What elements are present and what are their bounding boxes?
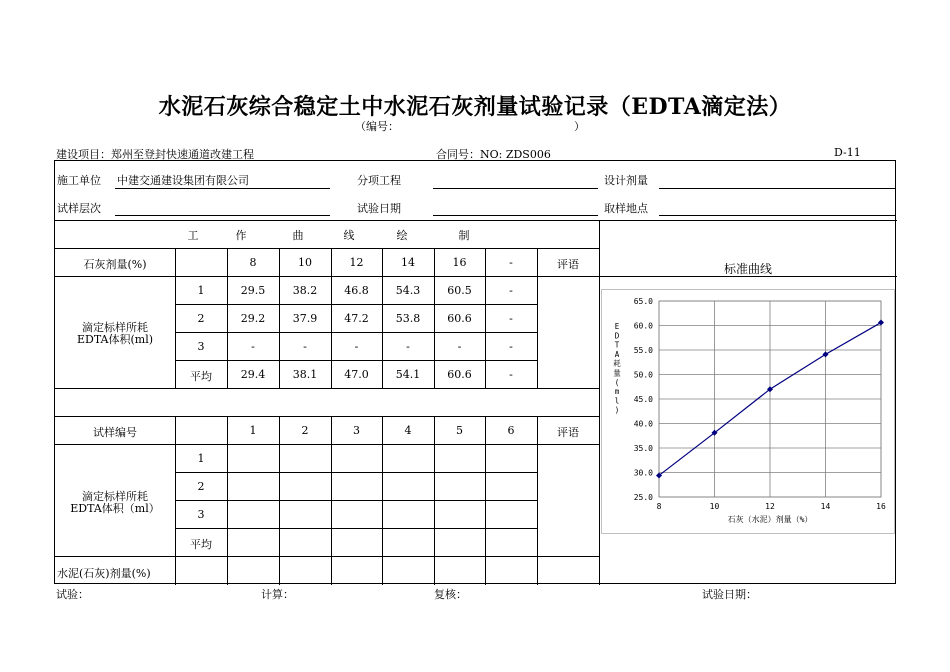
sample-no-header: 5	[456, 424, 463, 437]
grid-line	[55, 444, 599, 445]
sample-no-header: 3	[353, 424, 360, 437]
standard-curve-chart	[601, 289, 895, 534]
table-cell[interactable]: -	[354, 340, 359, 353]
x-tick-label: 14	[820, 502, 831, 511]
calculator-label: 计算：	[261, 588, 294, 601]
table-cell[interactable]: 38.1	[292, 368, 318, 381]
sample-site-label: 取样地点	[604, 202, 648, 215]
grid-line	[279, 416, 280, 585]
reviewer-label: 复核：	[434, 588, 467, 601]
grid-line	[434, 416, 435, 585]
table-cell[interactable]: -	[251, 340, 255, 353]
grid-line	[331, 416, 332, 585]
table-cell[interactable]: 29.2	[240, 312, 266, 325]
sample-no-header: 2	[301, 424, 309, 437]
y-axis-label: E D T A 耗量( m l )	[613, 322, 621, 415]
y-tick-label: 65.0	[633, 297, 653, 306]
row-number: 平均	[190, 538, 212, 551]
cement-lime-dose-label: 水泥(石灰)剂量(%)	[57, 567, 151, 580]
table-cell[interactable]: 47.2	[344, 312, 369, 325]
table-cell[interactable]: 46.8	[344, 284, 369, 297]
grid-line	[175, 528, 537, 529]
section-heading-char: 绘	[396, 229, 408, 242]
project-label: 建设项目：郑州至登封快速通道改建工程	[56, 148, 254, 161]
y-tick-label: 35.0	[633, 444, 653, 453]
dose-header: 12	[349, 256, 364, 269]
serial-no-label: （编号：	[355, 120, 399, 133]
x-tick-label: 8	[656, 502, 662, 511]
sub-project-field[interactable]	[433, 188, 598, 189]
sample-no-header: 1	[249, 424, 257, 437]
x-tick-label: 10	[709, 502, 720, 511]
test-date-field[interactable]	[433, 215, 598, 216]
sub-project-label: 分项工程	[357, 174, 401, 187]
grid-line	[55, 416, 599, 417]
section-heading-char: 曲	[292, 229, 304, 242]
layer-label: 试样层次	[57, 202, 101, 215]
row-number: 平均	[190, 370, 212, 383]
grid-line	[175, 472, 537, 473]
table-cell[interactable]: -	[457, 340, 462, 353]
contract-label: 合同号：NO: ZDS006	[436, 148, 551, 161]
edta-volume-label: EDTA体积(ml)	[76, 333, 154, 346]
grid-line	[55, 248, 599, 249]
table-cell[interactable]: -	[509, 284, 513, 297]
table-cell[interactable]: 54.1	[395, 368, 421, 381]
table-cell[interactable]: 38.2	[292, 284, 318, 297]
unit-value[interactable]: 中建交通建设集团有限公司	[117, 174, 249, 187]
row-number: 2	[197, 312, 205, 325]
lime-dose-label: 石灰剂量(%)	[83, 258, 147, 271]
y-tick-label: 40.0	[633, 419, 653, 429]
row-number: 1	[197, 452, 205, 465]
grid-line	[227, 416, 228, 585]
data-point	[823, 351, 829, 357]
table-cell[interactable]: -	[509, 340, 513, 353]
grid-line	[175, 304, 537, 305]
y-tick-label: 55.0	[633, 346, 653, 355]
row-number: 3	[197, 508, 205, 521]
table-cell[interactable]: 60.6	[447, 368, 472, 381]
grid-line	[382, 416, 383, 585]
y-tick-label: 60.0	[633, 321, 653, 331]
chart-title: 标准曲线	[723, 262, 772, 276]
record-form	[54, 160, 896, 584]
dose-header: 14	[401, 256, 415, 269]
table-cell[interactable]: -	[406, 340, 410, 353]
row-number: 2	[197, 480, 205, 493]
grid-line	[55, 556, 599, 557]
unit-underline	[115, 188, 330, 189]
table-cell[interactable]: 54.3	[395, 284, 421, 297]
table-cell[interactable]: 53.8	[395, 312, 421, 325]
form-code: D-11	[834, 146, 861, 159]
section-heading-char: 线	[343, 229, 355, 242]
serial-no-close: ）	[574, 120, 585, 133]
table-cell[interactable]: -	[303, 340, 307, 353]
design-dose-field[interactable]	[659, 188, 895, 189]
grid-line	[55, 388, 599, 389]
test-date-footer-label: 试验日期：	[702, 588, 757, 601]
table-cell[interactable]: -	[509, 368, 513, 381]
table-cell[interactable]: 60.5	[447, 284, 472, 297]
grid-line	[55, 220, 897, 221]
table-cell[interactable]: 47.0	[344, 368, 369, 381]
x-tick-label: 16	[876, 502, 886, 511]
table-cell[interactable]: 37.9	[292, 312, 318, 325]
page-title: 水泥石灰综合稳定土中水泥石灰剂量试验记录（EDTA滴定法）	[158, 94, 792, 120]
row-number: 3	[197, 340, 205, 353]
sample-site-field[interactable]	[659, 215, 895, 216]
grid-line	[175, 360, 537, 361]
grid-line	[175, 500, 537, 501]
grid-line	[537, 416, 538, 585]
table-cell[interactable]: 60.6	[447, 312, 472, 325]
grid-line	[485, 416, 486, 585]
dose-header: 10	[298, 256, 312, 269]
row-number: 1	[197, 284, 205, 297]
unit-label: 施工单位	[57, 174, 101, 187]
y-tick-label: 45.0	[633, 395, 653, 404]
table-cell[interactable]: 29.5	[240, 284, 266, 297]
sample-no-label: 试样编号	[93, 426, 137, 439]
comment-label: 评语	[557, 426, 579, 439]
edta-volume-label: 滴定标样所耗	[82, 321, 148, 334]
sample-no-header: 6	[507, 424, 515, 437]
y-tick-label: 25.0	[633, 493, 653, 502]
grid-line	[175, 332, 537, 333]
edta-volume-label: 滴定标样所耗	[82, 490, 148, 503]
comment-label: 评语	[557, 258, 579, 271]
edta-volume-label: EDTA体积（ml）	[70, 502, 160, 515]
design-dose-label: 设计剂量	[604, 174, 648, 187]
y-tick-label: 30.0	[633, 468, 653, 478]
dose-header: -	[509, 256, 513, 269]
section-heading-char: 制	[458, 229, 470, 242]
tester-label: 试验：	[56, 588, 89, 601]
dose-header: 8	[249, 256, 257, 269]
sample-no-header: 4	[404, 424, 412, 437]
dose-header: 16	[452, 256, 467, 269]
layer-field[interactable]	[115, 215, 330, 216]
x-tick-label: 12	[765, 502, 775, 511]
section-heading-char: 工	[187, 229, 199, 242]
test-date-label: 试验日期	[357, 202, 401, 215]
section-heading-char: 作	[235, 229, 247, 242]
table-cell[interactable]: -	[509, 312, 513, 325]
table-cell[interactable]: 29.4	[240, 368, 266, 381]
data-point	[878, 320, 884, 326]
x-axis-label: 石灰（水泥）剂量（%）	[727, 515, 813, 524]
grid-line	[175, 416, 176, 585]
y-tick-label: 50.0	[633, 370, 653, 380]
